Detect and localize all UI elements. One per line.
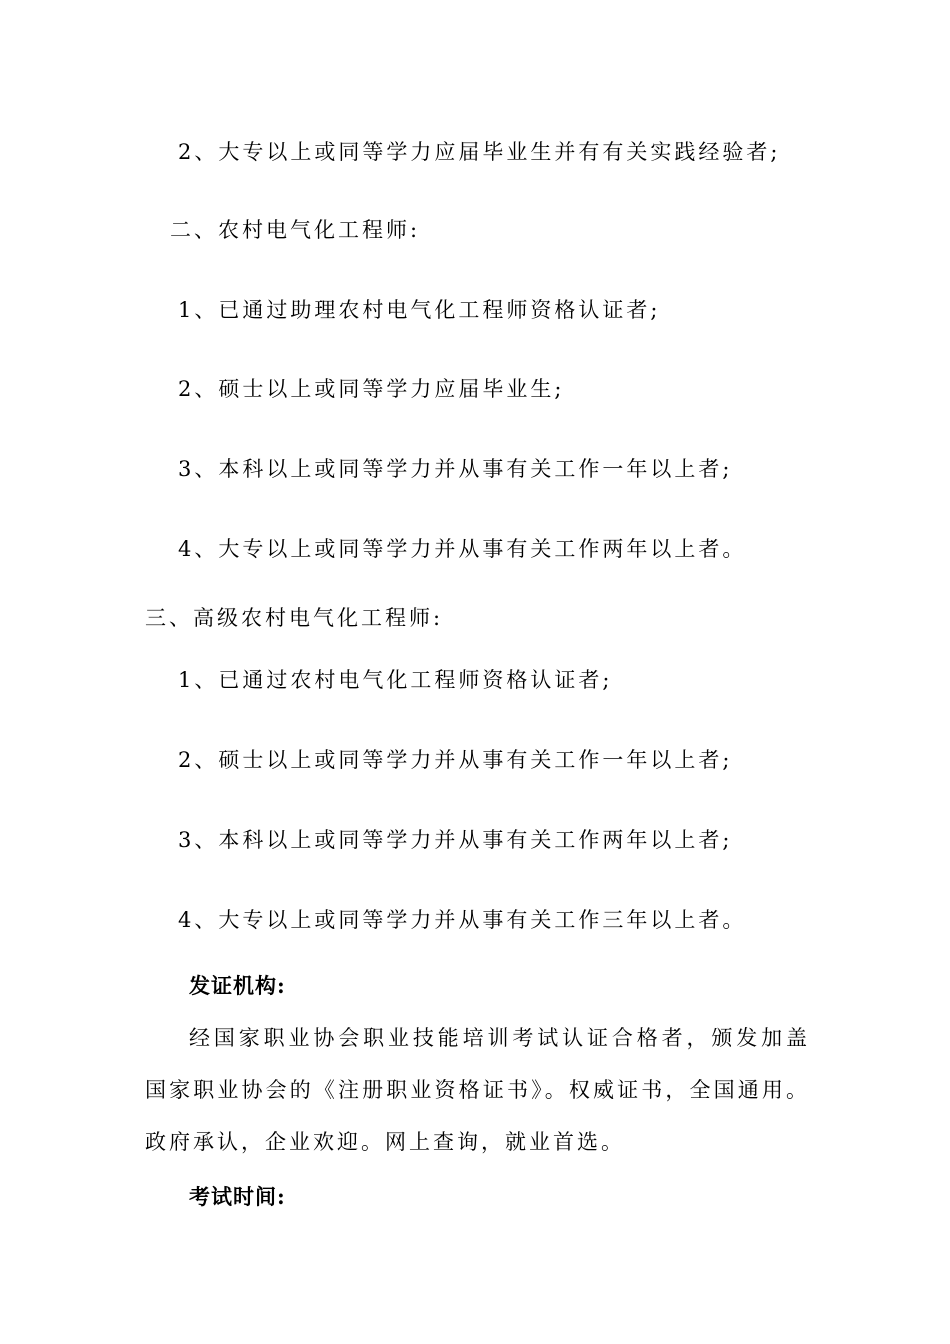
list-item: 2、硕士以上或同等学力应届毕业生; <box>178 377 565 401</box>
section-heading-engineer: 二、农村电气化工程师: <box>170 218 421 242</box>
list-item: 1、已通过农村电气化工程师资格认证者; <box>178 668 613 692</box>
exam-time-heading: 考试时间: <box>189 1184 286 1209</box>
list-item: 3、本科以上或同等学力并从事有关工作两年以上者; <box>178 828 733 852</box>
issuer-paragraph: 经国家职业协会职业技能培训考试认证合格者，颁发加盖国家职业协会的《注册职业资格证书》。权威证书，全国通用。政府承认，企业欢迎。网上查询，就业首选。 <box>145 1026 810 1154</box>
list-item: 2、硕士以上或同等学力并从事有关工作一年以上者; <box>178 748 733 772</box>
list-item: 4、大专以上或同等学力并从事有关工作两年以上者。 <box>178 537 747 561</box>
list-item: 1、已通过助理农村电气化工程师资格认证者; <box>178 298 661 322</box>
list-item: 2、大专以上或同等学力应届毕业生并有有关实践经验者; <box>178 140 781 164</box>
list-item: 4、大专以上或同等学力并从事有关工作三年以上者。 <box>178 908 747 932</box>
issuer-heading: 发证机构: <box>189 973 286 998</box>
list-item: 3、本科以上或同等学力并从事有关工作一年以上者; <box>178 457 733 481</box>
section-heading-senior-engineer: 三、高级农村电气化工程师: <box>145 606 444 630</box>
